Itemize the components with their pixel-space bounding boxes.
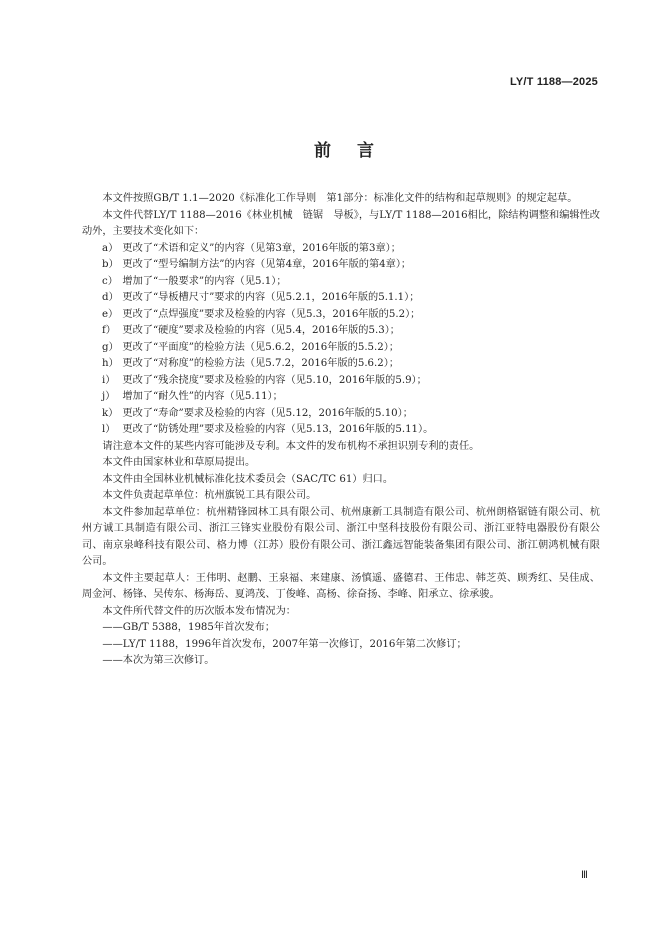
list-item: i） 更改了“残余挠度”要求及检验的内容（见5.10，2016年版的5.9）； [102,374,427,386]
list-item: b） 更改了“型号编制方法”的内容（见第4章，2016年版的第4章）； [102,259,412,270]
list-item: k） 更改了“寿命”要求及检验的内容（见5.12，2016年版的5.10）； [102,407,413,419]
list-item: ——本次为第三次修订。 [102,655,215,666]
paragraph-lead-drafter: 本文件负责起草单位：杭州旗锐工具有限公司。 [102,490,317,501]
paragraph-committee: 本文件由全国林业机械标准化技术委员会（SAC/TC 61）归口。 [102,473,394,485]
list-item: c） 增加了“一般要求”的内容（见5.1）； [102,275,287,287]
history-list [82,620,600,670]
paragraph-drafting-rules: 本文件按照GB/T 1.1—2020《标准化工作导则 第1部分：标准化文件的结构和起草规则》的规定起草。 [102,193,578,204]
list-item: l） 更改了“防锈处理”要求及检验的内容（见5.13，2016年版的5.11）。 [102,424,434,435]
list-item: f） 更改了“硬度”要求及检验的内容（见5.4，2016年版的5.3）； [102,325,400,336]
list-item: g） 更改了“平面度”的检验方法（见5.6.2，2016年版的5.5.2）； [102,341,400,353]
list-item: h） 更改了“对称度”的检验方法（见5.7.2，2016年版的5.6.2）； [102,358,400,369]
document-code: LY/T 1188—2025 [509,76,598,88]
list-item: ——GB/T 5388，1985年首次发布； [102,622,276,633]
list-item: j） 增加了“耐久性”的内容（见5.11）； [102,391,283,402]
paragraph-replaces: 本文件代替LY/T 1188—2016《林业机械 链锯 导板》，与LY/T 1188—2016相比，除结构调整和编辑性改动外，主要技术变化如下： [82,209,600,237]
paragraph-participating-units: 本文件参加起草单位：杭州精锋园林工具有限公司、杭州康新工具制造有限公司、杭州朗格锯链有限公司、杭州方诚工具制造有限公司、浙江三锋实业股份有限公司、浙江中坚科技股份有限公司、浙江亚特电器股份有限公司、南京泉峰科技有限公司、格力博（江苏）股份有限公司、浙江鑫远智能装备集团有限公司、浙江朝鸿机械有限公司。 [82,506,600,567]
list-item: d） 更改了“导板槽尺寸”要求的内容（见5.2.1，2016年版的5.1.1）； [102,292,420,303]
changes-list [82,241,600,439]
list-item: e） 更改了“点焊强度”要求及检验的内容（见5.3，2016年版的5.2）； [102,308,421,320]
page-number: Ⅲ [581,870,588,881]
paragraph-history-intro: 本文件所代替文件的历次版本发布情况为： [102,605,296,617]
list-item: a） 更改了“术语和定义”的内容（见第3章，2016年版的第3章）； [102,242,401,254]
paragraph-main-drafters: 本文件主要起草人：王伟明、赵鹏、王泉福、来建康、汤慎遥、盛德君、王伟忠、韩芝英、顾秀红、吴佳成、周金河、杨锋、吴传东、杨海岳、夏鸿茂、丁俊峰、高杨、徐奋扬、李峰、阳承立、徐承骏。 [82,572,600,600]
paragraph-patent-notice: 请注意本文件的某些内容可能涉及专利。本文件的发布机构不承担识别专利的责任。 [102,440,480,452]
list-item: ——LY/T 1188，1996年首次发布，2007年第一次修订，2016年第二次修订； [102,638,467,650]
page-title: 前言 [314,141,400,161]
foreword-body [82,191,600,670]
paragraph-proposer: 本文件由国家林业和草原局提出。 [102,457,256,468]
